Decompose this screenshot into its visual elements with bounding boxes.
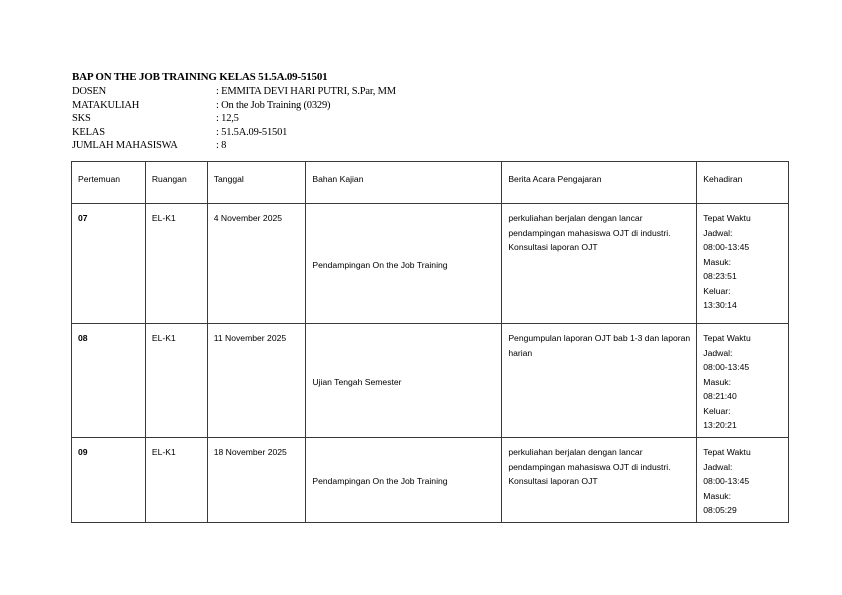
column-header-kehadiran: Kehadiran xyxy=(697,162,789,204)
kehadiran-masuk-label: Masuk: xyxy=(703,490,731,501)
info-label: JUMLAH MAHASISWA xyxy=(72,140,178,152)
kehadiran-status: Tepat Waktu xyxy=(703,213,751,223)
kehadiran-jadwal-value: 08:00-13:45 xyxy=(703,242,750,252)
kehadiran-jadwal-label: Jadwal: xyxy=(703,227,733,238)
info-label: DOSEN xyxy=(72,86,107,98)
cell-kehadiran xyxy=(697,438,789,523)
cell-kehadiran xyxy=(697,324,789,438)
cell-pertemuan: 07 xyxy=(72,204,146,324)
cell-tanggal: 11 November 2025 xyxy=(207,324,306,438)
kehadiran-jadwal-label: Jadwal: xyxy=(703,461,733,472)
cell-ruangan: EL-K1 xyxy=(145,204,207,324)
kehadiran-masuk-value: 08:23:51 xyxy=(703,271,737,281)
info-value: : 12,5 xyxy=(216,112,239,125)
info-label: SKS xyxy=(72,113,91,125)
info-row-jumlah-mahasiswa xyxy=(72,139,396,152)
column-header-bahan-kajian: Bahan Kajian xyxy=(306,162,502,204)
kehadiran-keluar-value: 13:30:14 xyxy=(703,300,737,310)
cell-bahan-kajian: Ujian Tengah Semester xyxy=(306,324,502,438)
kehadiran-status: Tepat Waktu xyxy=(703,447,751,457)
info-value: : EMMITA DEVI HARI PUTRI, S.Par, MM xyxy=(216,85,396,98)
info-label: MATAKULIAH xyxy=(72,99,140,111)
table-header-row xyxy=(72,162,789,204)
info-value: : 51.5A.09-51501 xyxy=(216,126,287,139)
kehadiran-masuk-label: Masuk: xyxy=(703,376,731,387)
info-row-sks xyxy=(72,112,396,125)
cell-ruangan: EL-K1 xyxy=(145,438,207,523)
column-header-berita-acara: Berita Acara Pengajaran xyxy=(502,162,697,204)
cell-berita-acara: perkuliahan berjalan dengan lancar pendampingan mahasiswa OJT di industri. Konsultasi laporan OJT xyxy=(502,438,697,523)
table-row xyxy=(72,438,789,523)
info-row-kelas xyxy=(72,126,396,139)
cell-ruangan: EL-K1 xyxy=(145,324,207,438)
kehadiran-masuk-value: 08:21:40 xyxy=(703,391,737,401)
cell-tanggal: 4 November 2025 xyxy=(207,204,306,324)
kehadiran-jadwal-value: 08:00-13:45 xyxy=(703,476,750,486)
kehadiran-keluar-label: Keluar: xyxy=(703,405,731,416)
kehadiran-status: Tepat Waktu xyxy=(703,333,751,343)
table-row xyxy=(72,324,789,438)
cell-bahan-kajian: Pendampingan On the Job Training xyxy=(306,438,502,523)
cell-kehadiran xyxy=(697,204,789,324)
cell-pertemuan: 09 xyxy=(72,438,146,523)
kehadiran-masuk-value: 08:05:29 xyxy=(703,505,737,515)
cell-berita-acara: perkuliahan berjalan dengan lancar pendampingan mahasiswa OJT di industri. Konsultasi laporan OJT xyxy=(502,204,697,324)
kehadiran-keluar-label: Keluar: xyxy=(703,285,731,296)
column-header-ruangan: Ruangan xyxy=(145,162,207,204)
document-title: BAP ON THE JOB TRAINING KELAS 51.5A.09-51501 xyxy=(72,71,328,83)
document-header xyxy=(72,71,396,152)
kehadiran-keluar-value: 13:20:21 xyxy=(703,420,737,430)
info-label: KELAS xyxy=(72,126,105,138)
column-header-pertemuan: Pertemuan xyxy=(72,162,146,204)
kehadiran-jadwal-value: 08:00-13:45 xyxy=(703,362,750,372)
info-value: : On the Job Training (0329) xyxy=(216,99,330,112)
cell-pertemuan: 08 xyxy=(72,324,146,438)
cell-tanggal: 18 November 2025 xyxy=(207,438,306,523)
info-row-matakuliah xyxy=(72,99,396,112)
kehadiran-jadwal-label: Jadwal: xyxy=(703,347,733,358)
kehadiran-masuk-label: Masuk: xyxy=(703,256,731,267)
info-row-dosen xyxy=(72,85,396,98)
bap-table xyxy=(71,161,789,523)
cell-berita-acara: Pengumpulan laporan OJT bab 1-3 dan laporan harian xyxy=(502,324,697,438)
info-value: : 8 xyxy=(216,139,226,152)
cell-bahan-kajian: Pendampingan On the Job Training xyxy=(306,204,502,324)
column-header-tanggal: Tanggal xyxy=(207,162,306,204)
table-row xyxy=(72,204,789,324)
